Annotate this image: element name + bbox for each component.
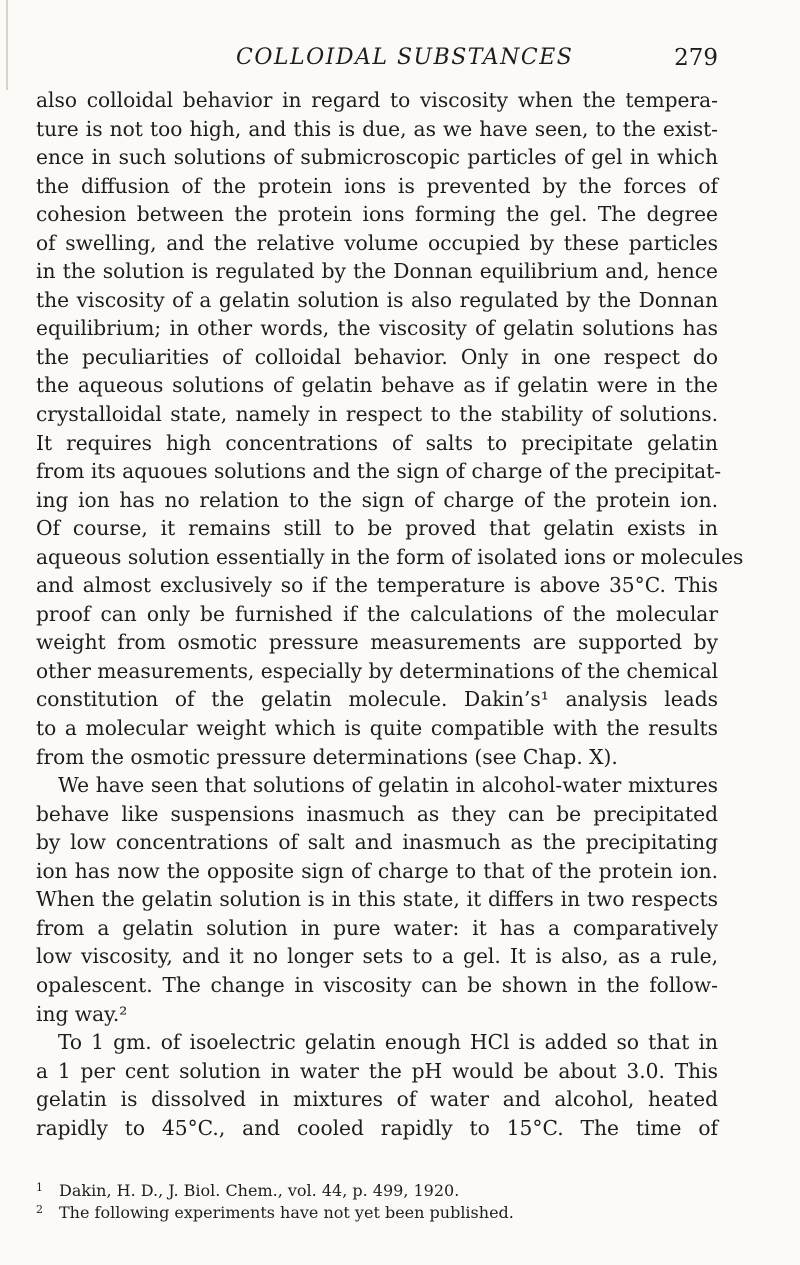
footnote (36, 1202, 718, 1224)
text-line: When the gelatin solution is in this state, it differs in two respects (36, 887, 718, 912)
text-line: behave like suspensions inasmuch as they can be precipitated (36, 801, 718, 826)
footnote (36, 1180, 718, 1202)
text-line: gelatin is dissolved in mixtures of water and alcohol, heated (36, 1087, 718, 1112)
text-line: other measurements, especially by determinations of the chemical (36, 658, 719, 683)
text-line: the diffusion of the protein ions is prevented by the forces of (36, 173, 718, 198)
text-line: We have seen that solutions of gelatin in alcohol-water mixtures (58, 773, 718, 798)
page-edge-shadow (6, 0, 8, 90)
text-line: aqueous solution essentially in the form of isolated ions or molecules (36, 544, 744, 569)
page-number: 279 (674, 45, 718, 71)
text-line: the viscosity of a gelatin solution is also regulated by the Donnan (36, 287, 718, 312)
text-line: a 1 per cent solution in water the pH would be about 3.0. This (36, 1058, 718, 1083)
text-line: constitution of the gelatin molecule. Dakin’s¹ analysis leads (36, 687, 718, 712)
text-line: from a gelatin solution in pure water: it has a comparatively (36, 915, 718, 940)
text-line: rapidly to 45°C., and cooled rapidly to 15°C. The time of (36, 1115, 718, 1140)
text-line: cohesion between the protein ions forming the gel. The degree (36, 202, 718, 227)
text-line: also colloidal behavior in regard to viscosity when the tempera- (36, 88, 718, 112)
text-line: of swelling, and the relative volume occupied by these particles (36, 230, 718, 255)
text-line: from its aquoues solutions and the sign of charge of the precipitat- (36, 459, 722, 484)
text-line: ence in such solutions of submicroscopic particles of gel in which (36, 145, 718, 170)
text-line: ion has now the opposite sign of charge to that of the protein ion. (36, 858, 718, 883)
footnotes (36, 1180, 718, 1224)
running-title: COLLOIDAL SUBSTANCES (236, 45, 574, 70)
text-line: by low concentrations of salt and inasmuch as the precipitating (36, 830, 718, 855)
text-line: ing way.² (36, 1001, 128, 1026)
text-line: proof can only be furnished if the calculations of the molecular (36, 601, 718, 626)
text-line: Of course, it remains still to be proved that gelatin exists in (36, 516, 718, 541)
text-line: to a molecular weight which is quite compatible with the results (36, 716, 718, 741)
text-line: low viscosity, and it no longer sets to a gel. It is also, as a rule, (36, 944, 718, 969)
footnote-marker: 1 (36, 1181, 43, 1194)
footnote-marker: 2 (36, 1203, 43, 1216)
text-line: in the solution is regulated by the Donnan equilibrium and, hence (36, 259, 718, 284)
text-line: weight from osmotic pressure measurements are supported by (36, 630, 718, 655)
text-line: the peculiarities of colloidal behavior. Only in one respect do (36, 344, 718, 369)
running-head (36, 45, 718, 79)
text-line: equilibrium; in other words, the viscosity of gelatin solutions has (36, 316, 718, 341)
text-line: opalescent. The change in viscosity can be shown in the follow- (36, 972, 718, 997)
footnote-text: The following experiments have not yet been published. (59, 1203, 514, 1222)
text-line: crystalloidal state, namely in respect to the stability of solutions. (36, 402, 718, 427)
text-line: the aqueous solutions of gelatin behave as if gelatin were in the (36, 373, 718, 398)
footnote-text: Dakin, H. D., J. Biol. Chem., vol. 44, p. 499, 1920. (59, 1181, 460, 1200)
text-line: ing ion has no relation to the sign of charge of the protein ion. (36, 487, 718, 512)
text-line: ture is not too high, and this is due, as we have seen, to the exist- (36, 116, 718, 141)
text-line: from the osmotic pressure determinations (see Chap. X). (36, 744, 618, 769)
body-text (36, 86, 744, 1142)
text-line: and almost exclusively so if the temperature is above 35°C. This (36, 573, 718, 598)
text-line: To 1 gm. of isoelectric gelatin enough HCl is added so that in (58, 1030, 718, 1055)
text-line: It requires high concentrations of salts to precipitate gelatin (36, 430, 718, 455)
